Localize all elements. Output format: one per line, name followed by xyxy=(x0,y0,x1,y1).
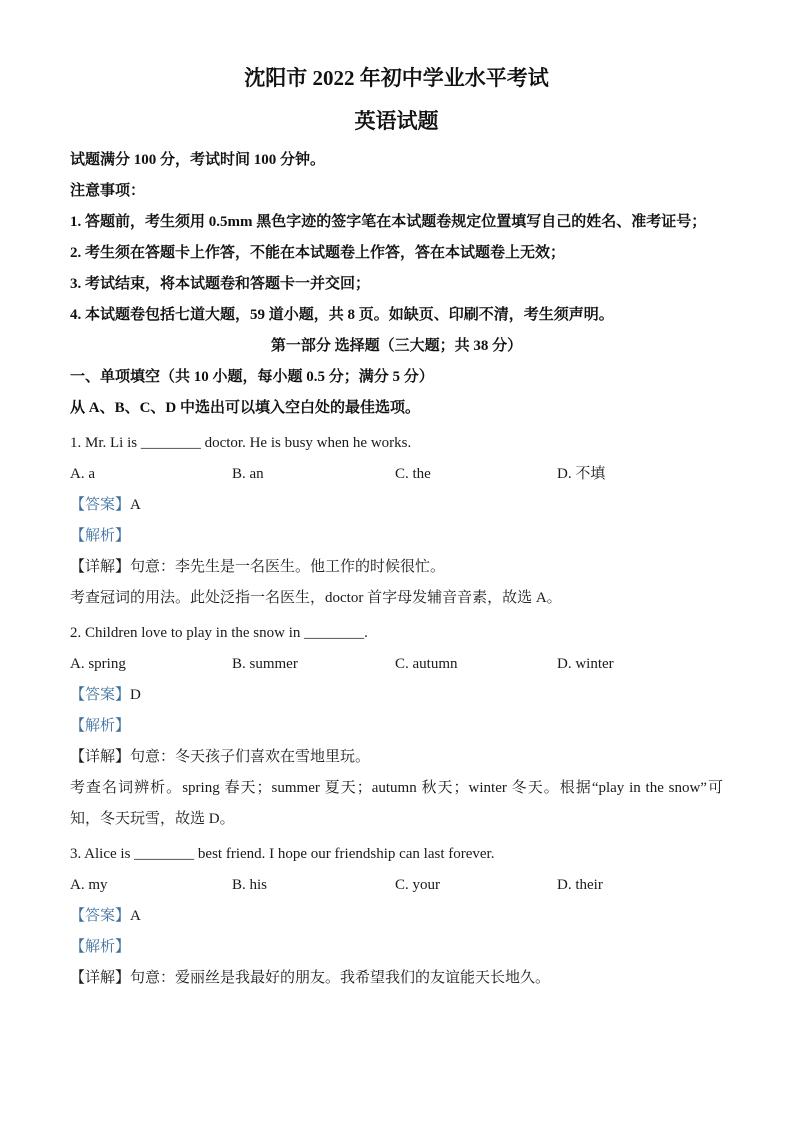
notice-item-1: 1. 答题前，考生须用 0.5mm 黑色字迹的签字笔在本试题卷规定位置填写自己的姓名、准考证号； xyxy=(70,214,707,230)
notice-item-2: 2. 考生须在答题卡上作答，不能在本试题卷上作答，答在本试题卷上无效； xyxy=(70,245,566,261)
option-a: A. my xyxy=(70,877,108,893)
question-block-1 xyxy=(70,428,723,614)
detail-label: 【详解】 xyxy=(70,970,131,986)
question-options xyxy=(70,459,723,490)
question-text: 2. Children love to play in the snow in ________. xyxy=(70,625,368,641)
answer-label: 【答案】 xyxy=(70,497,131,513)
option-d: D. their xyxy=(557,877,603,893)
answer-value: A xyxy=(130,497,141,513)
question-text: 3. Alice is ________ best friend. I hope our friendship can last forever. xyxy=(70,846,495,862)
section-heading: 一、单项填空（共 10 小题，每小题 0.5 分；满分 5 分） xyxy=(70,369,434,385)
option-b: B. summer xyxy=(232,656,298,672)
detail-label: 【详解】 xyxy=(70,559,131,575)
detail-line xyxy=(70,742,723,773)
analysis-line xyxy=(70,711,723,742)
analysis-label: 【解析】 xyxy=(70,718,131,734)
detail-label: 【详解】 xyxy=(70,749,131,765)
answer-value: D xyxy=(130,687,141,703)
option-c: C. autumn xyxy=(395,656,458,672)
option-b: B. his xyxy=(232,877,268,893)
notice-item-3: 3. 考试结束，将本试题卷和答题卡一并交回； xyxy=(70,276,371,292)
exam-info: 试题满分 100 分，考试时间 100 分钟。 xyxy=(70,152,326,168)
question-options xyxy=(70,870,723,901)
answer-line xyxy=(70,490,723,521)
detail-text: 句意：冬天孩子们喜欢在雪地里玩。 xyxy=(130,749,371,765)
question-options xyxy=(70,649,723,680)
option-b: B. an xyxy=(232,466,264,482)
comment-line: 考查名词辨析。spring 春天；summer 夏天；autumn 秋天；winter 冬天。根据“play in the snow”可知，冬天玩雪，故选 D。 xyxy=(70,780,723,827)
analysis-line xyxy=(70,521,723,552)
option-d: D. winter xyxy=(557,656,614,672)
option-d: D. 不填 xyxy=(557,466,606,482)
detail-line xyxy=(70,552,723,583)
detail-text: 句意：李先生是一名医生。他工作的时候很忙。 xyxy=(130,559,446,575)
analysis-label: 【解析】 xyxy=(70,528,131,544)
analysis-line xyxy=(70,932,723,963)
option-a: A. a xyxy=(70,466,95,482)
detail-text: 句意：爱丽丝是我最好的朋友。我希望我们的友谊能天长地久。 xyxy=(130,970,551,986)
question-block-2 xyxy=(70,618,723,835)
answer-line xyxy=(70,680,723,711)
question-text: 1. Mr. Li is ________ doctor. He is busy when he works. xyxy=(70,435,412,451)
comment-line: 考查冠词的用法。此处泛指一名医生，doctor 首字母发辅音音素，故选 A。 xyxy=(70,590,562,606)
notice-heading: 注意事项： xyxy=(70,183,146,199)
option-c: C. your xyxy=(395,877,440,893)
part-heading: 第一部分 选择题（三大题；共 38 分） xyxy=(270,338,523,354)
section-instruction: 从 A、B、C、D 中选出可以填入空白处的最佳选项。 xyxy=(70,400,421,416)
detail-line xyxy=(70,963,723,994)
answer-label: 【答案】 xyxy=(70,908,131,924)
answer-value: A xyxy=(130,908,141,924)
document-title: 沈阳市 2022 年初中学业水平考试 xyxy=(244,66,549,90)
answer-line xyxy=(70,901,723,932)
analysis-label: 【解析】 xyxy=(70,939,131,955)
question-block-3 xyxy=(70,839,723,994)
notice-item-4: 4. 本试题卷包括七道大题，59 道小题，共 8 页。如缺页、印刷不清，考生须声明。 xyxy=(70,307,614,323)
document-subtitle: 英语试题 xyxy=(354,109,439,133)
option-c: C. the xyxy=(395,466,431,482)
option-a: A. spring xyxy=(70,656,126,672)
answer-label: 【答案】 xyxy=(70,687,131,703)
